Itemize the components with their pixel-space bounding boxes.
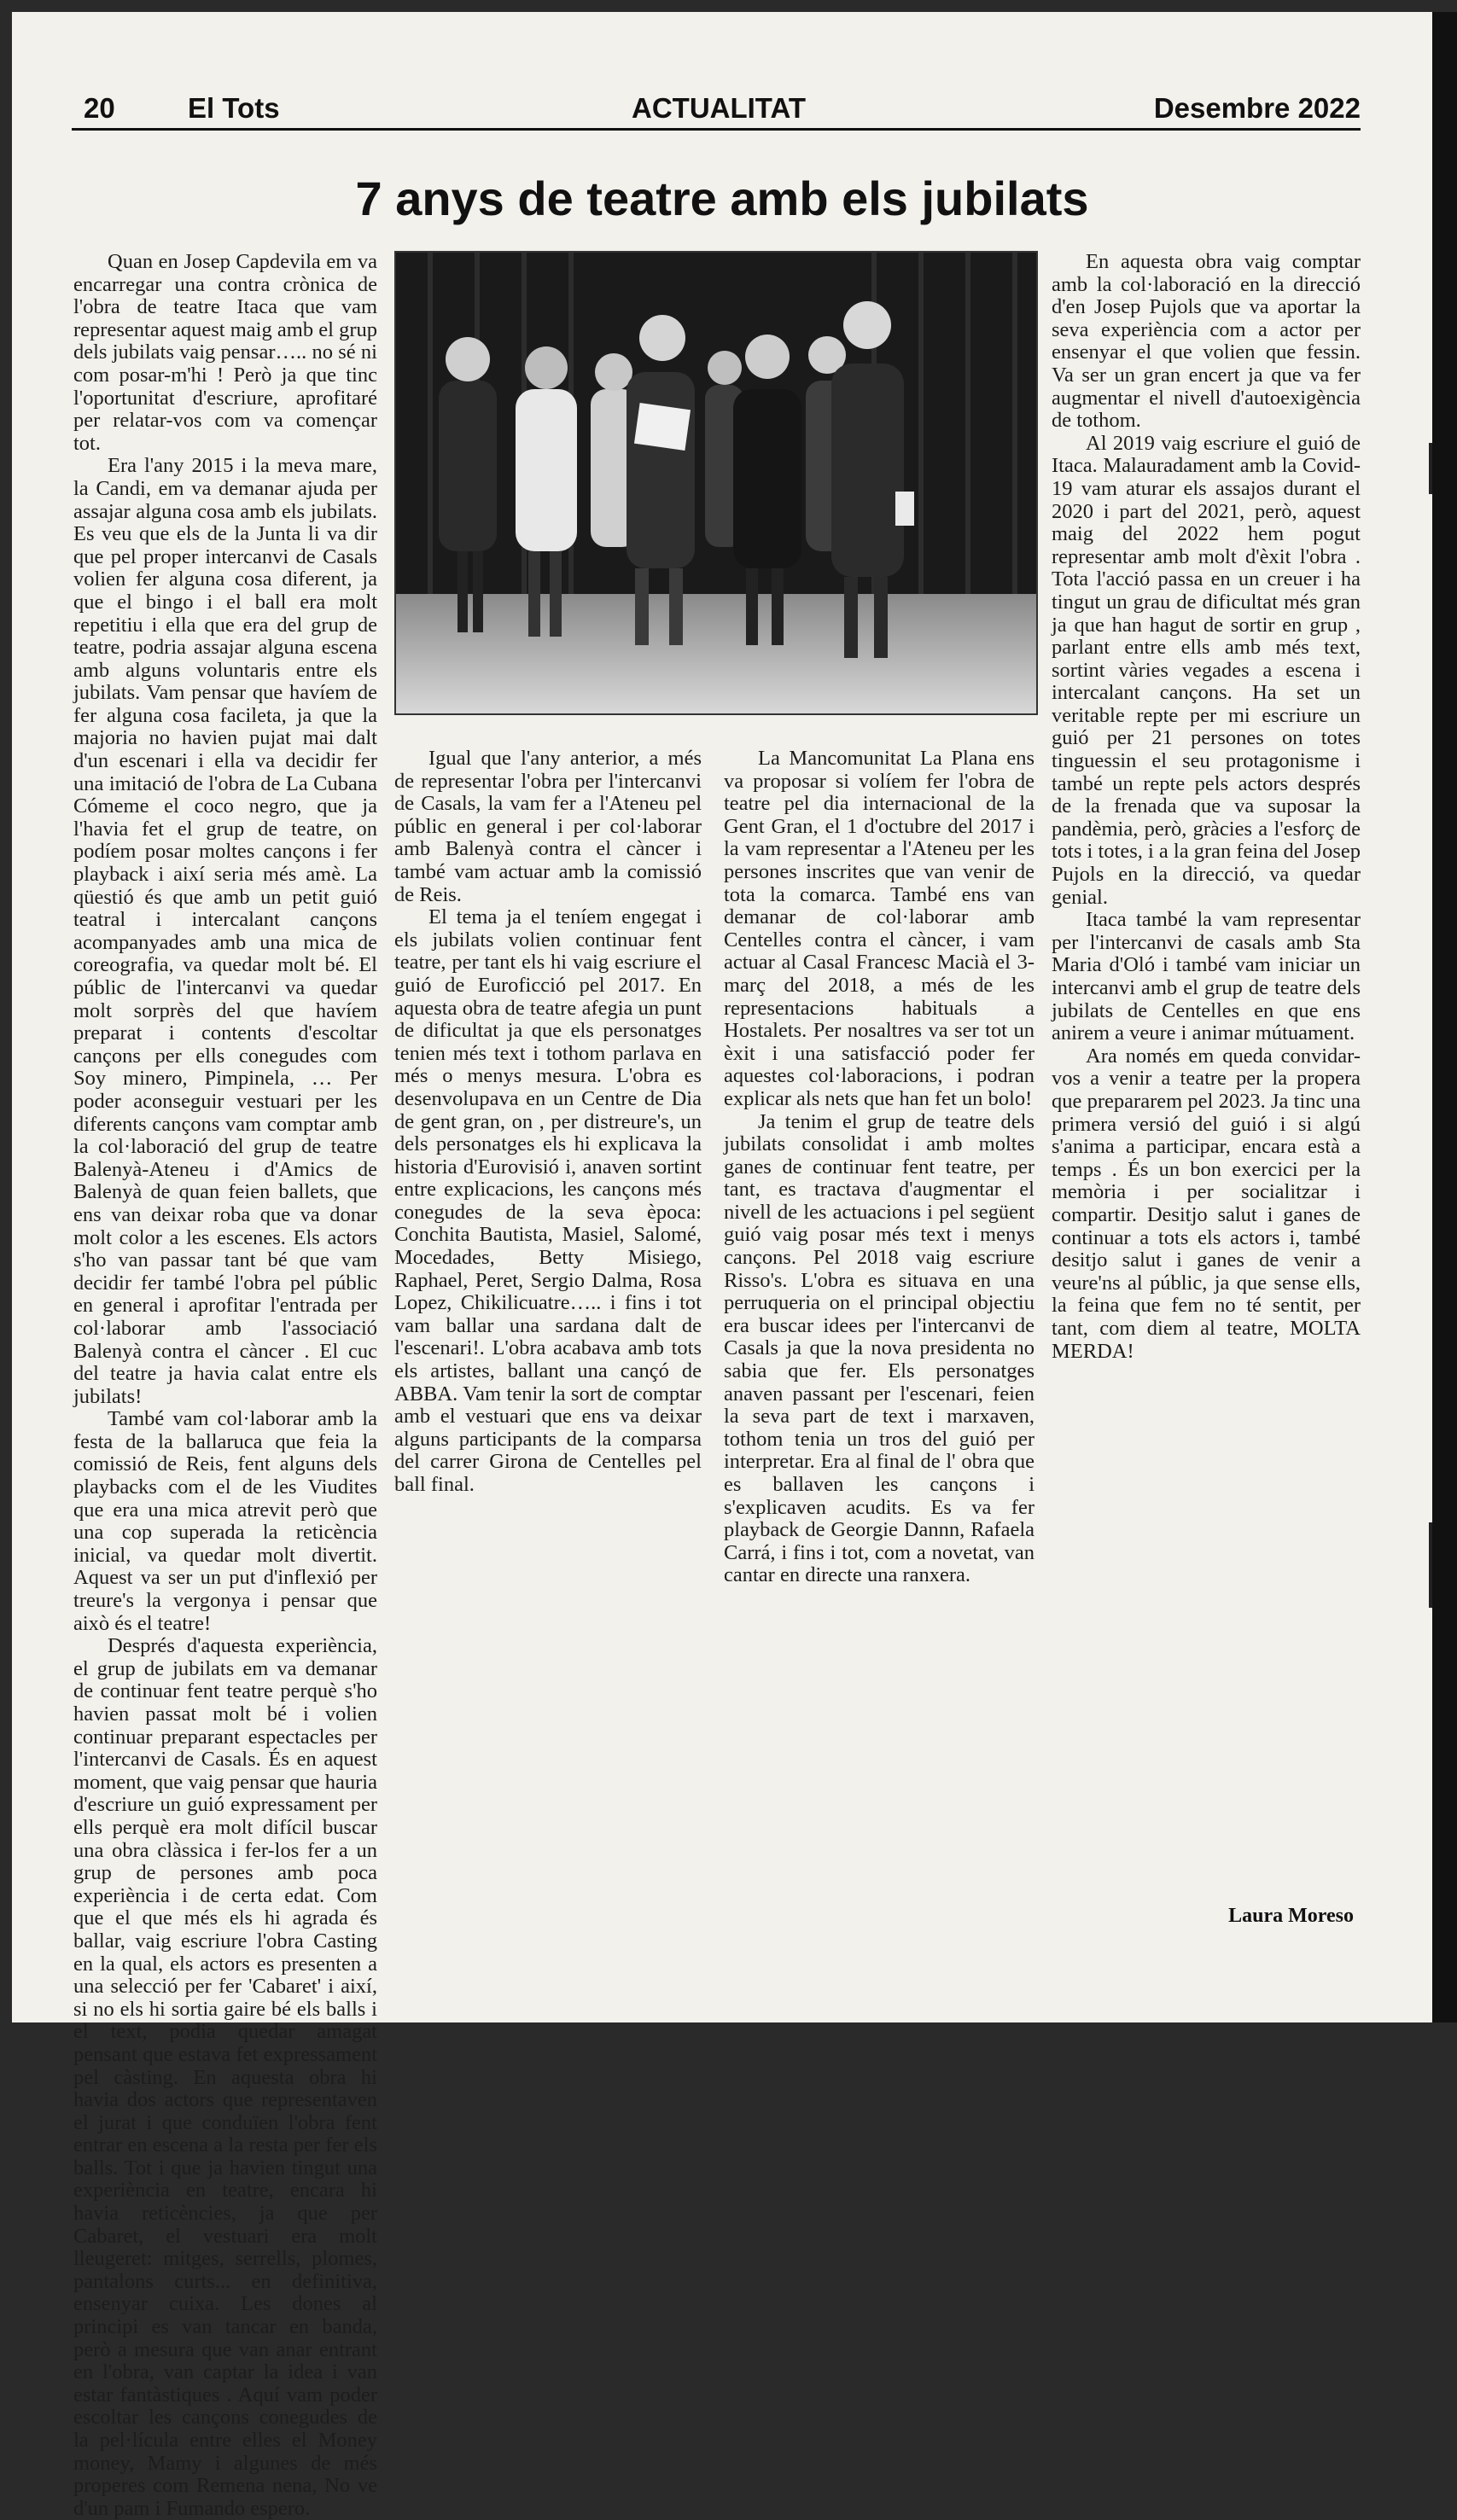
article-title: 7 anys de teatre amb els jubilats: [355, 172, 1089, 225]
paragraph-2: Era l'any 2015 i la meva mare, la Candi, em va demanar ajuda per assajar alguna cosa amb els jubilats. Es veu que els de la Junta li va dir que pel proper intercanvi de Casals volien fer alguna cosa diferent, ja que el bingo i el ball era molt repetitiu i ella que era del grup de teatre, podria assajar alguna escena amb alguns voluntaris entre els jubilats. Vam pensar que havíem de fer alguna cosa facileta, ja que la majoria no havien pujat mai dalt d'un escenari i ella va decidir fer una imitació de l'obra de La Cubana Cómeme el coco negro, que ja l'havia fet el grup de teatre, on podíem posar moltes cançons i fer playback i així seria més amè. La qüestió és que amb un petit guió teatral i intercalant cançons acompanyades amb una mica de coreografia, va quedar molt bé. El públic de l'intercanvi va quedar molt sorprès del que havíem preparat i contents d'escoltar cançons per ells conegudes com Soy minero, Pimpinela, … Per poder aconseguir vestuari per les diferents cançons vam comptar amb la col·laboració del grup de teatre Balenyà-Ateneu i d'Amics de Balenyà de quan feien ballets, que ens van deixar roba que va donar molt color a les escenes. Els actors s'ho van passar tant bé que vam decidir fer també l'obra pel públic en general i aprofitar l'entrada per col·laborar amb l'associació Balenyà contra el càncer . El cuc del teatre ja havia calat entre els jubilats!: [73, 454, 377, 1408]
paragraph-1: Quan en Josep Capdevila em va encarregar una contra crònica de l'obra de teatre Itaca que vam representar aquest maig amb el grup dels jubilats vaig pensar….. no sé ni com posar-m'hi ! Però ja que tinc l'oportunitat d'escriure, aprofitaré per relatar-vos com va començar tot.: [73, 250, 377, 455]
paragraph-7: La Mancomunitat La Plana ens va proposar si volíem fer l'obra de teatre pel dia internacional de la Gent Gran, el 1 d'octubre del 2017 i la vam representar a l'Ateneu per les persones inscrites que van venir de tota la comarca. També ens van demanar de col·laborar amb Centelles contra el càncer, i vam actuar al Casal Francesc Macià el 3-març del 2018, a més de les representacions habituals a Hostalets. Per nosaltres va ser tot un èxit i una satisfacció poder fer aquestes col·laboracions, i podran explicar als nets que han fet un bolo!: [724, 747, 1034, 1110]
paragraph-6: El tema ja el teníem engegat i els jubilats volien continuar fent teatre, per tant els hi vaig escriure el guió de Euroficció pel 2017. En aquesta obra de teatre afegia un punt de dificultat ja que els personatges tenien més text i tothom parlava en més o menys mesura. L'obra es desenvolupava en un Centre de Dia de gent gran, on , per distreure's, un dels personatges els hi explicava la historia d'Eurovisió i, anaven sortint entre explicacions, les cançons més conegudes de la seva època: Conchita Bautista, Masiel, Salomé, Mocedades, Betty Misiego, Raphael, Peret, Sergio Dalma, Rosa Lopez, Chikilicuatre….. i fins i tot vam ballar una sardana dalt de l'escenari!. L'obra acabava amb tots els artistes, ballant una cançó de ABBA. Vam tenir la sort de comptar amb el vestuari que ens va deixar alguns participants de la comparsa del carrer Girona de Centelles pel ball final.: [394, 905, 702, 1496]
paragraph-4: Després d'aquesta experiència, el grup de jubilats em va demanar de continuar fent teatre perquè s'ho havien passat molt bé i volien continuar preparant espectacles per l'intercanvi de Casals. És en aquest moment, que vaig pensar que hauria d'escriure un guió expressament per ells perquè era molt difícil buscar una obra clàssica i fer-los fer a un grup de persones amb poca experiència i de certa edat. Com que el que més els hi agrada és ballar, vaig escriure l'obra Casting en la qual, els actors es presenten a una selecció per fer 'Cabaret' i així, si no els hi sortia gaire bé els balls i el text, podia quedar amagat pensant que estava fet expressament pel càsting. En aquesta obra hi havia dos actors que representaven el jurat i que conduïen l'obra fent entrar en escena a la resta per fer els balls. Tot i que ja havien tingut una experiència en teatre, encara hi havia reticències, ja que per Cabaret, el vestuari era molt lleugeret: mitges, serrells, plomes, pantalons curts... en definitiva, ensenyar cuixa. Les dones al principi es van tancar en banda, però a mesura que van anar entrant en l'obra, van captar la idea i van estar fantàstiques . Aquí vam poder escoltar les cançons conegudes de la pel·lícula entre elles el Money money, Mamy i algunes de més properes com Remena nena, No ve d'un pam i Fumando espero.: [73, 1634, 377, 2520]
paragraph-9: En aquesta obra vaig comptar amb la col·laboració en la direcció d'en Josep Pujols que va aportar la seva experiència com a actor per ensenyar el que volien que fessin. Va ser un gran encert ja que va fer augmentar el nivell d'autoexigència de tothom.: [1052, 250, 1361, 433]
column-1: [73, 250, 377, 2520]
paragraph-3: També vam col·laborar amb la festa de la ballaruca que feia la comissió de Reis, fent alguns dels playbacks com el de les Viudites que era una mica atrevit però que una cop superada la reticència inicial, va quedar molt divertit. Aquest va ser un put d'inflexió per treure's la vergonya i pensar que això és el teatre!: [73, 1407, 377, 1635]
paragraph-5: Igual que l'any anterior, a més de representar l'obra per l'intercanvi de Casals, la vam fer a l'Ateneu pel públic en general i per col·laborar amb Balenyà contra el càncer i també vam actuar amb la comissió de Reis.: [394, 747, 702, 906]
paragraph-12: Ara només em queda convidar-vos a venir a teatre per la propera que prepararem pel 2023. Ja tinc una primera versió del guió i si algú s'anima a participar, encara està a temps . És un bon exercici per la memòria i per socialitzar i compartir. Desitjo salut i ganes de continuar a tots els actors i, també desitjo salut i ganes de venir a veure'ns al públic, ja que sense ells, la feina que fem no té sentit, per tant, com diem al teatre, MOLTA MERDA!: [1052, 1044, 1361, 1363]
section-name: ACTUALITAT: [632, 92, 807, 124]
column-4: [1052, 251, 1361, 1363]
header-rule: [72, 128, 1361, 131]
column-2: [394, 747, 702, 1496]
group-photo: [394, 251, 1038, 715]
scan-border: [1432, 12, 1457, 2022]
column-3: [724, 747, 1034, 1587]
issue-date: Desembre 2022: [1153, 92, 1361, 124]
paragraph-10: Al 2019 vaig escriure el guió de Itaca. Malauradament amb la Covid-19 vam aturar els assajos durant el 2020 i part del 2021, però, aquest maig del 2022 hem pogut representar amb molt d'èxit l'obra . Tota l'acció passa en un creuer i ha tingut un grau de dificultat més gran ja que han hagut de sortir en grup , parlant entre ells amb més text, sortint vàries vegades a escena i intercalant cançons. Ha set un veritable repte per mi escriure un guió per 21 persones on totes tinguessin el seu protagonisme i també un repte pels actors després de la frenada que va suposar la pandèmia, però, gràcies a l'esforç de tots i totes, i a la gran feina del Josep Pujols en la direcció, va quedar genial.: [1052, 431, 1361, 909]
publication-name: El Tots: [188, 92, 280, 124]
paragraph-11: Itaca també la vam representar per l'intercanvi de casals amb Sta Maria d'Oló i també vam iniciar un intercanvi amb el grup de teatre dels jubilats de Centelles en que ens anirem a veure i animar mútuament.: [1052, 908, 1361, 1045]
author-byline: Laura Moreso: [1228, 1905, 1354, 1927]
page-number: 20: [84, 92, 115, 124]
newspaper-page: [12, 12, 1432, 2520]
paragraph-8: Ja tenim el grup de teatre dels jubilats consolidat i amb moltes ganes de continuar fent teatre, per tant, es tractava d'augmentar el nivell de les actuacions i pel següent guió vaig posar més text i menys cançons. Pel 2018 vaig escriure Risso's. L'obra es situava en una perruqueria on el principal objectiu era buscar idees per l'intercanvi de Casals ja que la nova presidenta no sabia que fer. Els personatges anaven passant per l'escenari, feien la seva part de text i marxaven, tothom tenia un tros del guió per interpretar. Era al final de l' obra que es ballaven les cançons i s'explicaven acudits. Es va fer playback de Georgie Dannn, Rafaela Carrá, i fins i tot, com a novetat, van cantar en directe una ranxera.: [724, 1109, 1034, 1587]
page-header: [72, 80, 1361, 131]
